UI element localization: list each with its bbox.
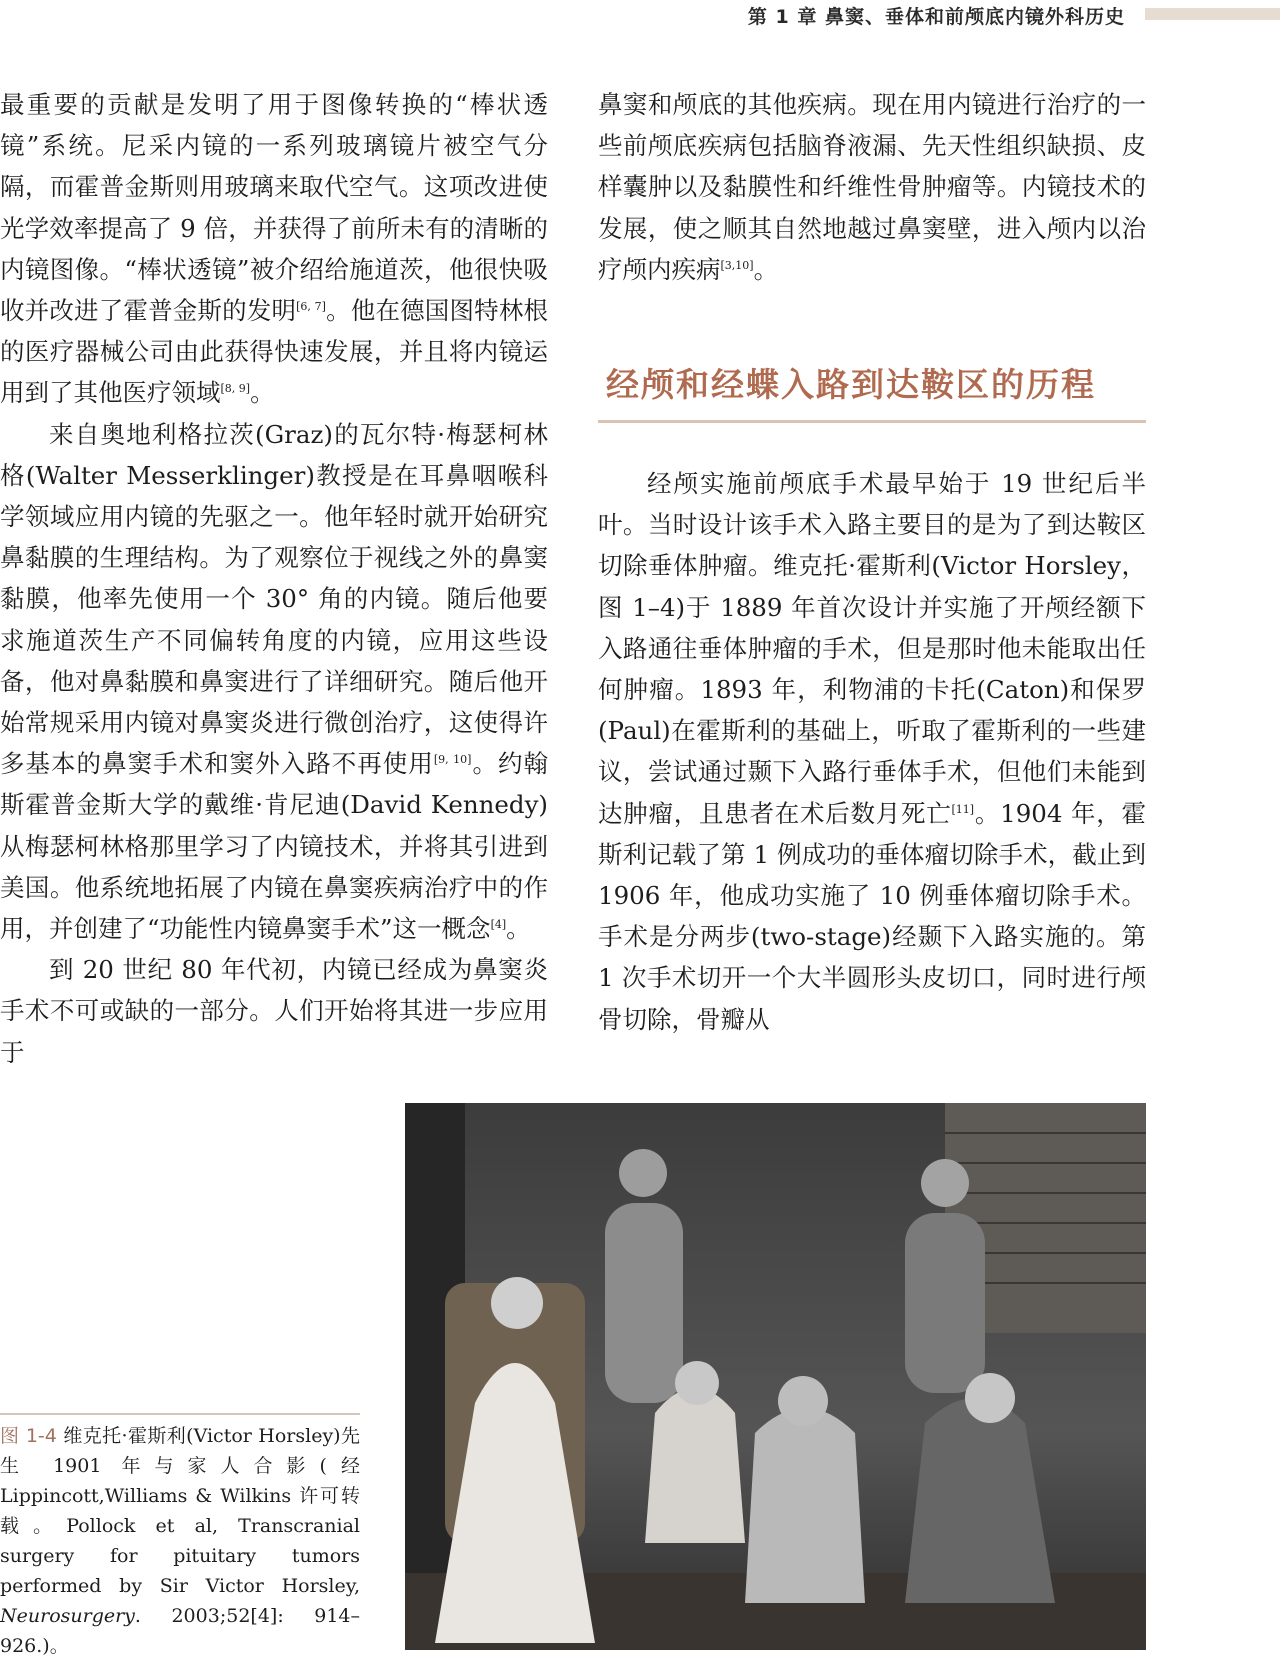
citation: [8, 9] xyxy=(220,382,251,396)
section-title: 经颅和经蝶入路到达鞍区的历程 xyxy=(606,365,1096,405)
figure-label: 图 1-4 xyxy=(0,1425,57,1447)
left-column xyxy=(0,84,548,1073)
citation: [4] xyxy=(490,917,507,931)
paragraph: 经颅实施前颅底手术最早始于 19 世纪后半叶。当时设计该手术入路主要目的是为了到达鞍区切除垂体肿瘤。维克托·霍斯利(Victor Horsley，图 1–4)于 1889 年首次设计并实施了开颅经额下入路通往垂体肿瘤的手术，但是那时他未能取出任何肿瘤。1893 年，利物浦的卡托(Caton)和保罗(Paul)在霍斯利的基础上，听取了霍斯利的一些建议，尝试通过颞下入路行垂体手术，但他们未能到达肿瘤，且患者在术后数月死亡[11]。1904 年，霍斯利记载了第 1 例成功的垂体瘤切除手术，截止到 1906 年，他成功实施了 10 例垂体瘤切除手术。手术是分两步(two-stage)经颞下入路实施的。第 1 次手术切开一个大半圆形头皮切口，同时进行颅骨切除，骨瓣从 xyxy=(598,469,1147,1034)
section-rule xyxy=(598,420,1146,423)
section-heading xyxy=(598,360,1146,423)
citation: [11] xyxy=(951,802,975,816)
paragraph: 鼻窦和颅底的其他疾病。现在用内镜进行治疗的一些前颅底疾病包括脑脊液漏、先天性组织缺损、皮样囊肿以及黏膜性和纤维性骨肿瘤等。内镜技术的发展，使之顺其自然地越过鼻窦壁，进入颅内以治疗颅内疾病[3,10]。 xyxy=(598,90,1146,284)
header-decor-bar xyxy=(1145,8,1280,20)
right-column xyxy=(598,84,1146,1040)
citation: [9, 10] xyxy=(433,753,472,767)
running-header xyxy=(0,0,1280,34)
chapter-title: 第 1 章 鼻窦、垂体和前颅底内镜外科历史 xyxy=(747,6,1125,28)
figure-caption: 图 1-4 维克托·霍斯利(Victor Horsley)先生 1901 年与家人合影(经 Lippincott,Williams & Wilkins 许可转载。Pollock et al, Transcranial surgery for pituitary tumors performed by Sir Victor Horsley, Neurosurgery. 2003;52[4]: 914–926.)。 xyxy=(0,1413,360,1661)
citation: [6, 7] xyxy=(296,299,326,313)
paragraph: 来自奥地利格拉茨(Graz)的瓦尔特·梅瑟柯林格(Walter Messerklinger)教授是在耳鼻咽喉科学领域应用内镜的先驱之一。他年轻时就开始研究鼻黏膜的生理结构。为了观察位于视线之外的鼻窦黏膜，他率先使用一个 30° 角的内镜。随后他要求施道茨生产不同偏转角度的内镜，应用这些设备，他对鼻黏膜和鼻窦进行了详细研究。随后他开始常规采用内镜对鼻窦炎进行微创治疗，这使得许多基本的鼻窦手术和窦外入路不再使用[9, 10]。约翰斯霍普金斯大学的戴维·肯尼迪(David Kennedy)从梅瑟柯林格那里学习了内镜技术，并将其引进到美国。他系统地拓展了内镜在鼻窦疾病治疗中的作用，并创建了“功能性内镜鼻窦手术”这一概念[4]。 xyxy=(0,419,548,944)
journal-name: Neurosurgery xyxy=(0,1605,135,1627)
paragraph: 最重要的贡献是发明了用于图像转换的“棒状透镜”系统。尼采内镜的一系列玻璃镜片被空气分隔，而霍普金斯则用玻璃来取代空气。这项改进使光学效率提高了 9 倍，并获得了前所未有的清晰的内镜图像。“棒状透镜”被介绍给施道茨，他很快吸收并改进了霍普金斯的发明[6, 7]。他在德国图特林根的医疗器械公司由此获得快速发展，并且将内镜运用到了其他医疗领域[8, 9]。 xyxy=(0,90,549,408)
photo-illustration xyxy=(405,1103,1146,1650)
paragraph: 到 20 世纪 80 年代初，内镜已经成为鼻窦炎手术不可或缺的一部分。人们开始将其进一步应用于 xyxy=(0,955,548,1067)
family-photo xyxy=(405,1103,1146,1650)
citation: [3,10] xyxy=(720,258,754,272)
